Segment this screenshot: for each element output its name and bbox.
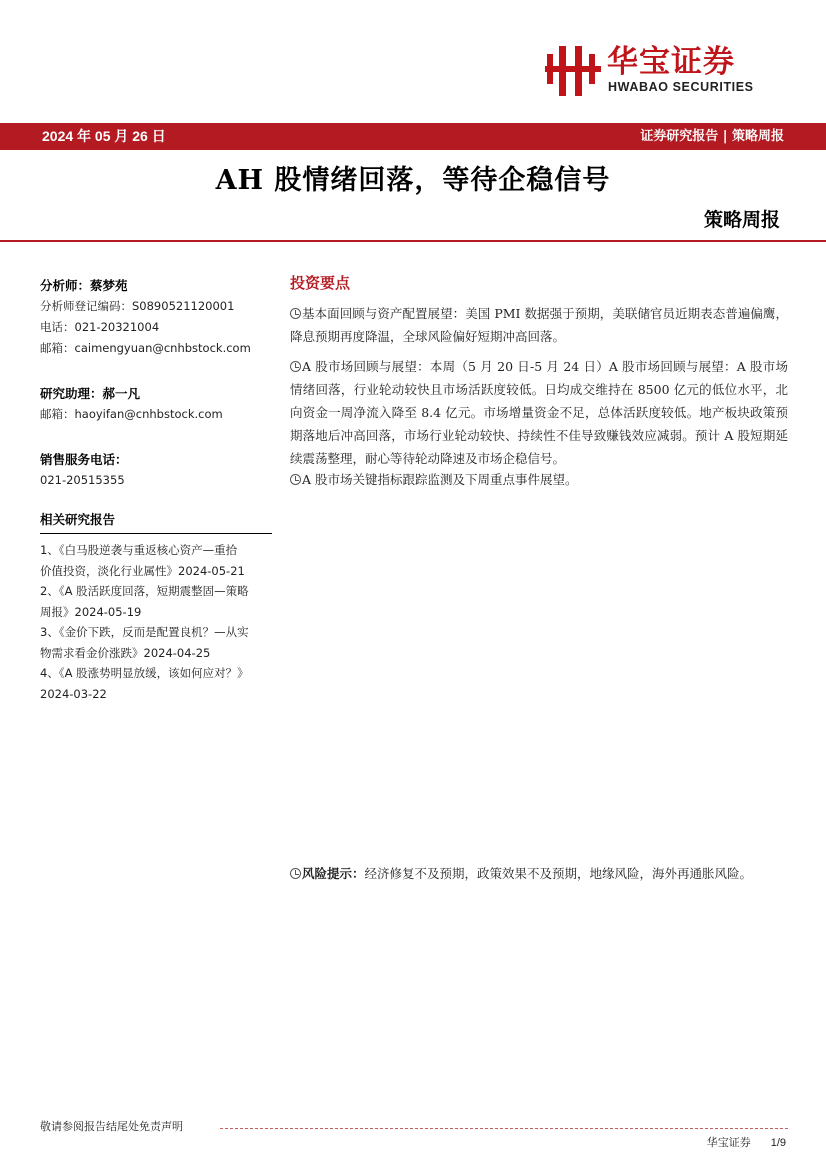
key-point-text: A 股市场关键指标跟踪监测及下周重点事件展望。 (302, 472, 578, 487)
footer-info (707, 1134, 786, 1150)
related-report-line: 物需求看金价涨跌》2024-04-25 (40, 645, 211, 660)
risk-label: 风险提示： (302, 866, 365, 881)
related-report-item[interactable] (40, 622, 272, 663)
risk-warning (290, 862, 788, 885)
key-point (290, 468, 788, 491)
related-report-item[interactable] (40, 540, 272, 581)
hwabao-logo-icon (545, 42, 601, 96)
assistant-block (40, 384, 272, 425)
report-type: 策略周报 (703, 209, 780, 231)
page-number: 1/9 (770, 1137, 786, 1149)
footer-brand: 华宝证券 (706, 1136, 751, 1149)
clock-bullet-icon (290, 868, 301, 879)
clock-bullet-icon (290, 308, 301, 319)
header-bar (0, 123, 826, 150)
footer-divider (220, 1128, 788, 1129)
analyst-registration: 分析师登记编码：S0890521120001 (40, 299, 235, 313)
key-point (290, 302, 788, 348)
risk-text: 经济修复不及预期，政策效果不及预期，地缘风险，海外再通胀风险。 (364, 866, 753, 881)
related-report-line: 1、《白马股逆袭与重返核心资产—重拾 (40, 543, 238, 557)
logo-name-en: HWABAO SECURITIES (608, 80, 754, 94)
related-report-line: 周报》2024-05-19 (40, 604, 142, 619)
sales-phone: 021-20515355 (40, 473, 125, 487)
related-report-item[interactable] (40, 663, 272, 704)
title-divider (0, 240, 826, 242)
report-category: 证券研究报告 | 策略周报 (640, 129, 784, 144)
report-title: AH 股情绪回落，等待企稳信号 (215, 165, 611, 196)
key-point-text: 基本面回顾与资产配置展望：美国 PMI 数据强于预期，美联储官员近期表态普遍偏鹰，降息预期再度降温，全球风险偏好短期冲高回落。 (290, 306, 788, 344)
clock-bullet-icon (290, 361, 301, 372)
related-report-line: 2024-03-22 (40, 686, 107, 701)
logo-name-cn: 华宝证券 (607, 44, 735, 80)
related-heading: 相关研究报告 (40, 510, 272, 534)
key-point (290, 355, 788, 470)
related-reports (40, 510, 272, 704)
assistant-heading: 研究助理：郝一凡 (40, 386, 141, 401)
related-report-line: 价值投资，淡化行业属性》2024-05-21 (40, 563, 245, 578)
related-report-line: 2、《A 股活跃度回落，短期震整固—策略 (40, 584, 249, 598)
report-date: 2024 年 05 月 26 日 (42, 128, 166, 144)
analyst-email[interactable]: 邮箱：caimengyuan@cnhbstock.com (40, 341, 251, 355)
assistant-email[interactable]: 邮箱：haoyifan@cnhbstock.com (40, 407, 223, 421)
analyst-phone: 电话：021-20321004 (40, 320, 160, 334)
sales-heading: 销售服务电话： (40, 452, 128, 467)
company-logo (545, 42, 785, 98)
footer-disclaimer: 敬请参阅报告结尾处免责声明 (40, 1120, 183, 1133)
clock-bullet-icon (290, 474, 301, 485)
analyst-heading: 分析师：蔡梦苑 (40, 278, 128, 293)
key-point-text: A 股市场回顾与展望：本周（5 月 20 日-5 月 24 日）A 股市场回顾与展望：A 股市场情绪回落，行业轮动较快且市场活跃度较低。日均成交维持在 8500 亿元的低位水平，北向资金一周净流入降至 8.4 亿元。市场增量资金不足，总体活跃度较低。地产板块政策预期落地后冲高回落，市场行业轮动较快、持续性不佳导致赚钱效应减弱。预计 A 股短期延续震荡整理，耐心等待轮动降速及市场企稳信号。 (290, 359, 788, 466)
analyst-block (40, 276, 272, 359)
related-report-line: 4、《A 股涨势明显放缓，该如何应对？》 (40, 666, 249, 680)
sales-block (40, 450, 272, 491)
related-report-item[interactable] (40, 581, 272, 622)
related-report-line: 3、《金价下跌，反而是配置良机？—从实 (40, 625, 249, 639)
section-title: 投资要点 (290, 274, 351, 292)
